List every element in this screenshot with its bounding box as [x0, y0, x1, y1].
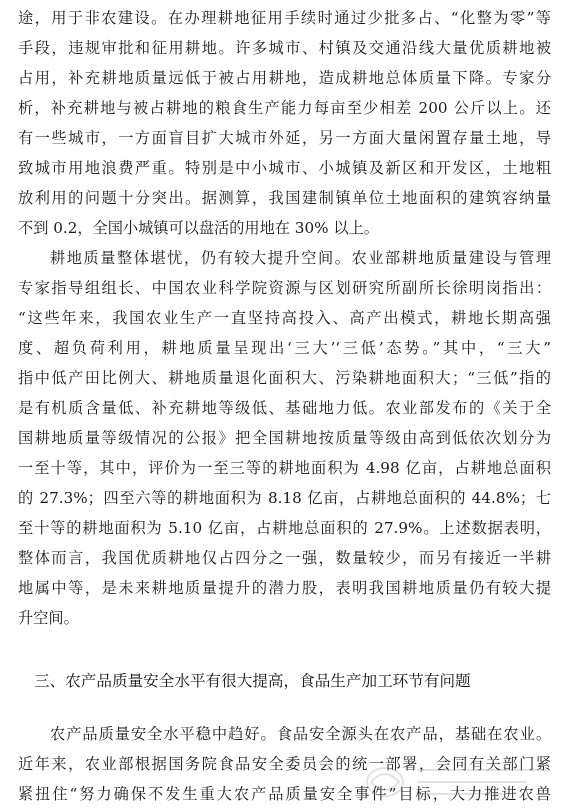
paragraph-3-line: 农产品质量安全水平稳中趋好。食品安全源头在农产品，基础在农业。: [50, 725, 551, 743]
paragraph-1-line: 占用，补充耕地质量远低于被占用耕地，造成耕地总体质量下降。专家分: [18, 69, 551, 87]
paragraph-1-line: 有一些城市，一方面盲目扩大城市外延，另一方面大量闲置存量土地，导: [18, 129, 551, 147]
watermark-lines: [417, 770, 547, 794]
paragraph-2-line: 是有机质含量低、补充耕地等级低、基础地力低。农业部发布的《关于全: [18, 399, 551, 417]
paragraph-2-line: 一至十等，其中，评价为一至三等的耕地面积为 4.98 亿亩，占耕地总面积: [18, 459, 551, 477]
watermark-shape: [367, 768, 547, 796]
paragraph-2-line: “这些年来，我国农业生产一直坚持高投入、高产出模式，耕地长期高强: [18, 309, 551, 327]
paragraph-1-line: 不到 0.2，全国小城镇可以盘活的用地在 30% 以上。: [18, 219, 379, 237]
paragraph-3-line: 近年来，农业部根据国务院食品安全委员会的统一部署，会同有关部门紧: [18, 755, 551, 773]
paragraph-2-line: 国耕地质量等级情况的公报》把全国耕地按质量等级由高到低依次划分为: [18, 429, 551, 447]
watermark-logo: [357, 758, 557, 804]
paragraph-2-line: 指中低产田比例大、耕地质量退化面积大、污染耕地面积大；“三低”指的: [18, 369, 551, 387]
paragraph-2-line: 整体而言，我国优质耕地仅占四分之一强，数量较少，而另有接近一半耕: [18, 549, 551, 567]
paragraph-2-line: 至十等的耕地面积为 5.10 亿亩，占耕地总面积的 27.9%。上述数据表明，: [18, 519, 551, 537]
paragraph-1-line: 致城市用地浪费严重。特别是中小城市、小城镇及新区和开发区，土地粗: [18, 159, 551, 177]
watermark-leaf: [371, 774, 399, 790]
paragraph-1-line: 放利用的问题十分突出。据测算，我国建制镇单位土地面积的建筑容纳量: [18, 189, 551, 207]
paragraph-2-line: 专家指导组组长、中国农业科学院资源与区划研究所副所长徐明岗指出：: [18, 279, 551, 297]
paragraph-2-line: 升空间。: [18, 609, 79, 627]
section-heading: 三、农产品质量安全水平有很大提高，食品生产加工环节有问题: [34, 672, 471, 690]
paragraph-1-line: 途，用于非农建设。在办理耕地征用手续时通过少批多占、“化整为零”等: [18, 9, 551, 27]
paragraph-1-line: 析，补充耕地与被占耕地的粮食生产能力每亩至少相差 200 公斤以上。还: [18, 99, 551, 117]
watermark-ring: [367, 768, 403, 796]
paragraph-3-line: 紧扭住“努力确保不发生重大农产品质量安全事件”目标，大力推进农兽: [18, 785, 551, 803]
paragraph-2-line: 地属中等，是未来耕地质量提升的潜力股，表明我国耕地质量仍有较大提: [18, 579, 551, 597]
paragraph-2-line: 度、超负荷利用，耕地质量呈现出‘三大’‘三低’态势。”其中，“三大”: [18, 339, 551, 357]
paragraph-1-line: 手段，违规审批和征用耕地。许多城市、村镇及交通沿线大量优质耕地被: [18, 39, 551, 57]
paragraph-2-line: 的 27.3%；四至六等的耕地面积为 8.18 亿亩，占耕地总面积的 44.8%；七: [18, 489, 551, 507]
paragraph-2-line: 耕地质量整体堪忧，仍有较大提升空间。农业部耕地质量建设与管理: [50, 249, 551, 267]
